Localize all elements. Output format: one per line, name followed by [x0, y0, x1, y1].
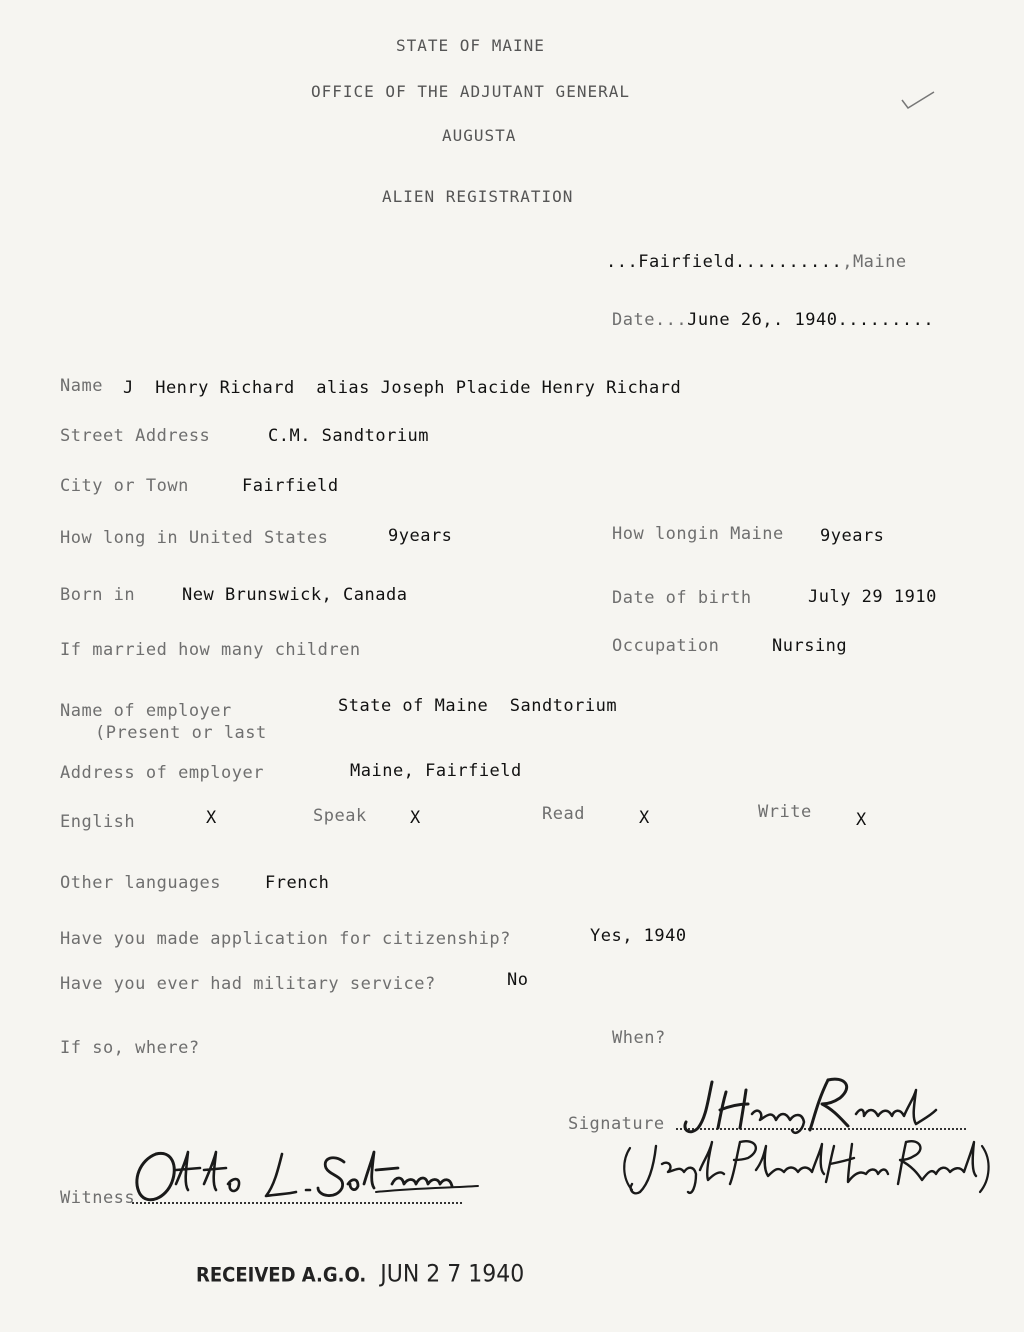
employer-label: Name of employer	[60, 701, 232, 721]
maine-label: How longin Maine	[612, 524, 784, 544]
born-value: New Brunswick, Canada	[182, 585, 408, 605]
date-dots: .........	[837, 310, 935, 330]
place-suffix: ,Maine	[842, 252, 907, 272]
write-mark: X	[856, 810, 867, 830]
children-label: If married how many children	[60, 640, 361, 660]
form-title: ALIEN REGISTRATION	[382, 187, 574, 206]
date-line	[612, 310, 934, 330]
witness-signature-handwriting	[126, 1140, 486, 1210]
street-value: C.M. Sandtorium	[268, 426, 430, 446]
received-stamp	[196, 1261, 524, 1289]
military-label: Have you ever had military service?	[60, 974, 436, 994]
signature-label: Signature	[568, 1114, 665, 1134]
header-office: OFFICE OF THE ADJUTANT GENERAL	[311, 82, 630, 101]
dob-value: July 29 1910	[808, 587, 937, 607]
where-label: If so, where?	[60, 1038, 200, 1058]
read-mark: X	[639, 808, 650, 828]
citizenship-value: Yes, 1940	[590, 926, 687, 946]
employer-sublabel: (Present or last	[95, 723, 267, 743]
city-value: Fairfield	[242, 476, 339, 496]
header-city: AUGUSTA	[442, 126, 517, 145]
born-label: Born in	[60, 585, 136, 605]
citizenship-label: Have you made application for citizenship?	[60, 929, 511, 949]
military-value: No	[507, 970, 529, 990]
us-value: 9years	[388, 526, 453, 546]
other-languages-value: French	[265, 873, 330, 893]
english-mark: X	[206, 808, 217, 828]
occupation-label: Occupation	[612, 636, 720, 656]
place-dots: ..........	[734, 252, 843, 272]
date-value: June 26,. 1940	[687, 310, 838, 330]
check-mark-icon	[900, 88, 936, 114]
witness-label: Witness	[60, 1188, 136, 1208]
when-label: When?	[612, 1028, 666, 1048]
speak-label: Speak	[313, 806, 367, 826]
employer-value: State of Maine Sandtorium	[338, 696, 618, 716]
received-stamp-prefix: RECEIVED A.G.O.	[196, 1264, 367, 1288]
maine-value: 9years	[820, 526, 885, 546]
us-label: How long in United States	[60, 528, 329, 548]
speak-mark: X	[410, 808, 421, 828]
signature-printed-handwriting	[616, 1130, 996, 1200]
write-label: Write	[758, 802, 812, 822]
street-label: Street Address	[60, 426, 211, 446]
name-label: Name	[60, 376, 103, 396]
name-value: J Henry Richard alias Joseph Placide Henry Richard	[123, 378, 682, 398]
received-stamp-date: JUN 2 7 1940	[380, 1260, 525, 1289]
other-languages-label: Other languages	[60, 873, 222, 893]
english-label: English	[60, 812, 136, 832]
header-state: STATE OF MAINE	[396, 36, 545, 55]
city-label: City or Town	[60, 476, 189, 496]
employer-address-value: Maine, Fairfield	[350, 761, 522, 781]
place-value: Fairfield	[638, 252, 735, 272]
occupation-value: Nursing	[772, 636, 848, 656]
read-label: Read	[542, 804, 585, 824]
employer-address-label: Address of employer	[60, 763, 264, 783]
dob-label: Date of birth	[612, 588, 752, 608]
date-label: Date...	[612, 310, 688, 330]
place-leader: ...	[606, 252, 639, 272]
place-line	[606, 252, 907, 272]
